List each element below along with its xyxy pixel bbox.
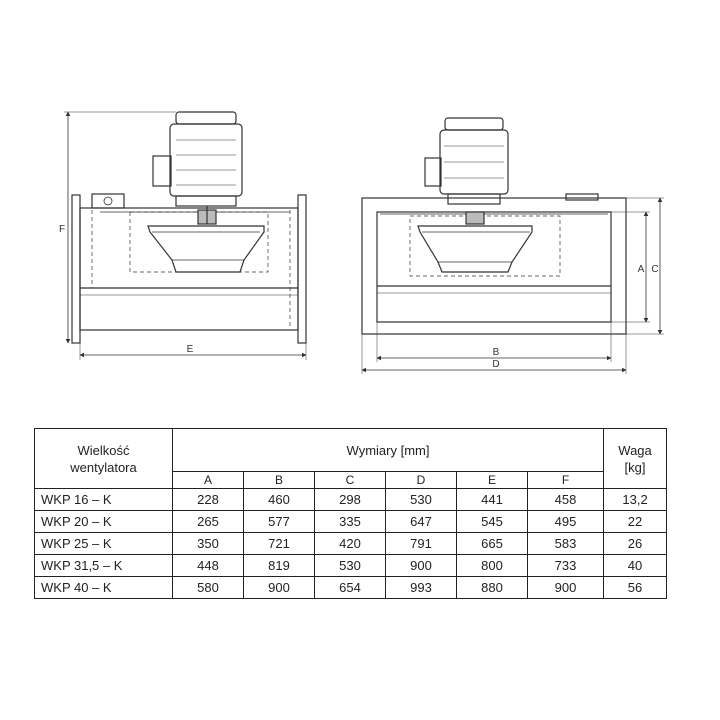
column-header: A: [173, 472, 244, 489]
value-cell: 495: [528, 511, 604, 533]
weight-cell: 13,2: [604, 489, 667, 511]
value-cell: 583: [528, 533, 604, 555]
value-cell: 265: [173, 511, 244, 533]
table-row: [35, 533, 667, 555]
column-header: B: [244, 472, 315, 489]
value-cell: 993: [386, 577, 457, 599]
weight-cell: 56: [604, 577, 667, 599]
table-row: [35, 511, 667, 533]
value-cell: 880: [457, 577, 528, 599]
value-cell: 335: [315, 511, 386, 533]
side-motor: [153, 112, 242, 206]
value-cell: 580: [173, 577, 244, 599]
front-impeller: [418, 212, 532, 272]
weight-cell: 22: [604, 511, 667, 533]
model-cell: WKP 31,5 – K: [35, 555, 173, 577]
size-header-line1: Wielkość: [77, 442, 130, 458]
dim-label-c: C: [651, 264, 659, 275]
table-row: [35, 555, 667, 577]
value-cell: 900: [386, 555, 457, 577]
value-cell: 458: [528, 489, 604, 511]
value-cell: 819: [244, 555, 315, 577]
value-cell: 733: [528, 555, 604, 577]
column-header: D: [386, 472, 457, 489]
value-cell: 647: [386, 511, 457, 533]
value-cell: 460: [244, 489, 315, 511]
value-cell: 228: [173, 489, 244, 511]
side-view: [64, 112, 306, 360]
value-cell: 800: [457, 555, 528, 577]
weight-header-line1: Waga: [618, 442, 652, 458]
weight-header: [604, 429, 667, 489]
front-view: [362, 118, 664, 374]
dim-label-d: D: [492, 359, 500, 370]
value-cell: 350: [173, 533, 244, 555]
front-motor: [425, 118, 508, 204]
value-cell: 420: [315, 533, 386, 555]
column-header: E: [457, 472, 528, 489]
dim-label-a: A: [637, 264, 645, 275]
value-cell: 654: [315, 577, 386, 599]
value-cell: 900: [244, 577, 315, 599]
value-cell: 900: [528, 577, 604, 599]
dim-label-e: E: [186, 344, 194, 355]
value-cell: 530: [315, 555, 386, 577]
weight-header-line2: [kg]: [624, 459, 646, 475]
value-cell: 665: [457, 533, 528, 555]
size-header-line2: wentylatora: [70, 459, 137, 475]
value-cell: 448: [173, 555, 244, 577]
size-header: [35, 429, 173, 489]
value-cell: 298: [315, 489, 386, 511]
dims-header: Wymiary [mm]: [173, 429, 604, 472]
value-cell: 530: [386, 489, 457, 511]
table-row: [35, 489, 667, 511]
model-cell: WKP 25 – K: [35, 533, 173, 555]
weight-cell: 40: [604, 555, 667, 577]
model-cell: WKP 20 – K: [35, 511, 173, 533]
value-cell: 577: [244, 511, 315, 533]
model-cell: WKP 16 – K: [35, 489, 173, 511]
dimensions-table: [34, 428, 667, 599]
table-row: [35, 577, 667, 599]
side-impeller: [148, 206, 264, 272]
weight-cell: 26: [604, 533, 667, 555]
value-cell: 441: [457, 489, 528, 511]
column-header: F: [528, 472, 604, 489]
value-cell: 721: [244, 533, 315, 555]
dim-label-f: F: [58, 224, 66, 235]
value-cell: 791: [386, 533, 457, 555]
value-cell: 545: [457, 511, 528, 533]
side-junction-box: [92, 194, 124, 208]
dim-label-b: B: [492, 347, 500, 358]
model-cell: WKP 40 – K: [35, 577, 173, 599]
column-header: C: [315, 472, 386, 489]
